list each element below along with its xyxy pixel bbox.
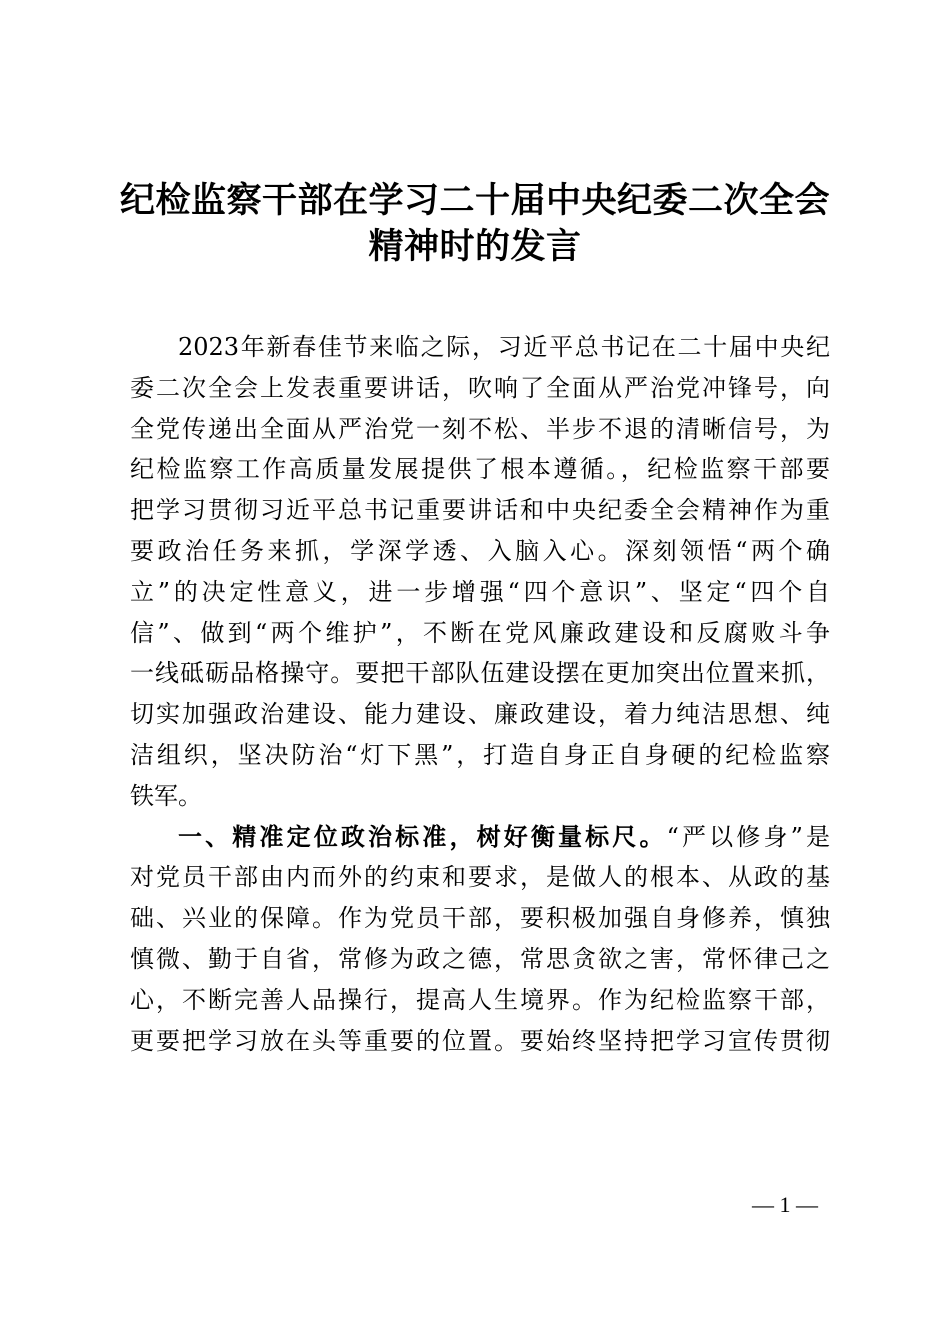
title-line-1: 纪检监察干部在学习二十届中央纪委二次全会 — [119, 180, 830, 221]
paragraph-2 — [130, 817, 830, 1062]
text-line: 铁军。 — [130, 781, 202, 810]
text-line: 信”、做到“两个维护”，不断在党风廉政建设和反腐败斗争 — [130, 618, 830, 647]
text-line: 纪检监察工作高质量发展提供了根本遵循。，纪检监察干部要 — [130, 455, 830, 484]
text-line: 切实加强政治建设、能力建设、廉政建设，着力纯洁思想、纯 — [130, 700, 830, 729]
text-line: 一线砥砺品格操守。要把干部队伍建设摆在更加突出位置来抓， — [130, 659, 830, 688]
text-line: 更要把学习放在头等重要的位置。要始终坚持把学习宣传贯彻 — [130, 1026, 830, 1055]
text-line: 委二次全会上发表重要讲话，吹响了全面从严治党冲锋号，向 — [130, 373, 830, 402]
text-line: 慎微、勤于自省，常修为政之德，常思贪欲之害，常怀律己之 — [130, 944, 830, 973]
document-title — [100, 178, 850, 270]
paragraph-1 — [130, 327, 830, 817]
section-heading: 一、精准定位政治标准，树好衡量标尺。 — [178, 821, 667, 851]
text-line: 心，不断完善人品操行，提高人生境界。作为纪检监察干部， — [130, 985, 830, 1014]
title-line-2: 精神时的发言 — [368, 226, 582, 267]
text-line: 对党员干部由内而外的约束和要求，是做人的根本、从政的基 — [130, 863, 830, 892]
section-heading-rest: “严以修身”是 — [666, 822, 830, 851]
document-body — [130, 327, 830, 1061]
text-line: 础、兴业的保障。作为党员干部，要积极加强自身修养，慎独 — [130, 904, 830, 933]
text-line: 全党传递出全面从严治党一刻不松、半步不退的清晰信号，为 — [130, 414, 830, 443]
text-line: 洁组织，坚决防治“灯下黑”，打造自身正自身硬的纪检监察 — [130, 740, 830, 769]
text-line: 2023年新春佳节来临之际，习近平总书记在二十届中央纪 — [178, 333, 830, 361]
text-line — [130, 817, 830, 858]
text-line: 要政治任务来抓，学深学透、入脑入心。深刻领悟“两个确 — [130, 536, 830, 565]
text-line: 立”的决定性意义，进一步增强“四个意识”、坚定“四个自 — [130, 577, 830, 606]
text-line: 把学习贯彻习近平总书记重要讲话和中央纪委全会精神作为重 — [130, 496, 830, 525]
page-number: — 1 — — [752, 1192, 818, 1217]
